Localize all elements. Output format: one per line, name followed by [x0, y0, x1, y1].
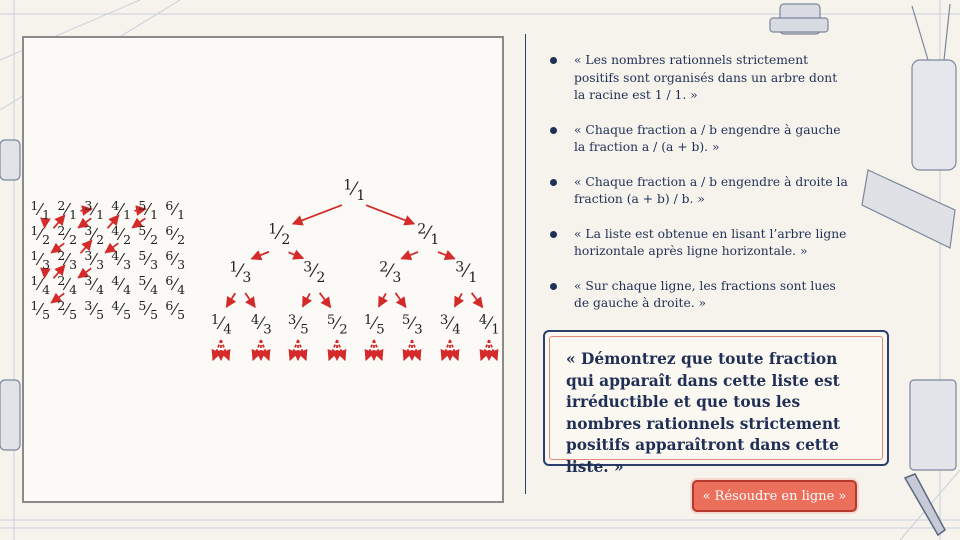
svg-text:1: 1	[356, 187, 366, 204]
svg-text:⁄: ⁄	[119, 274, 123, 294]
tree-continuation-arrow	[442, 340, 450, 360]
svg-text:⁄: ⁄	[487, 313, 491, 334]
bullet-dot	[550, 57, 557, 64]
svg-text:3: 3	[69, 257, 78, 273]
tree-edge	[245, 293, 255, 307]
tree-node-level3	[211, 313, 232, 338]
svg-text:3: 3	[392, 269, 402, 286]
svg-text:⁄: ⁄	[259, 313, 263, 334]
svg-text:4: 4	[111, 298, 120, 313]
svg-text:4: 4	[111, 273, 120, 288]
svg-text:⁄: ⁄	[38, 199, 42, 219]
svg-text:⁄: ⁄	[448, 313, 452, 334]
solve-online-button[interactable]: « Résoudre en ligne »	[692, 480, 857, 512]
tree-node-level3	[327, 313, 348, 338]
svg-text:5: 5	[138, 273, 147, 288]
tree-node-level3	[288, 313, 309, 338]
definition-list	[548, 52, 848, 330]
grid-fraction	[84, 298, 104, 322]
svg-text:⁄: ⁄	[146, 274, 150, 294]
grid-fraction	[111, 223, 131, 247]
svg-text:⁄: ⁄	[335, 313, 339, 334]
svg-text:⁄: ⁄	[173, 299, 177, 319]
bullet-dot	[550, 127, 557, 134]
tree-edge	[303, 293, 310, 306]
svg-text:⁄: ⁄	[146, 299, 150, 319]
svg-text:⁄: ⁄	[38, 299, 42, 319]
svg-text:3: 3	[84, 223, 93, 238]
svg-text:6: 6	[165, 248, 174, 263]
svg-text:1: 1	[30, 223, 39, 238]
left-cup-icon	[0, 140, 20, 450]
tree-node-level3	[479, 313, 500, 338]
tree-node-level2	[303, 260, 325, 286]
problem-statement-box	[543, 330, 889, 476]
svg-text:⁄: ⁄	[65, 199, 69, 219]
svg-text:5: 5	[123, 307, 132, 323]
tree-continuation-arrow	[298, 340, 306, 360]
grid-fraction	[138, 273, 158, 297]
grid-fraction	[165, 198, 185, 222]
svg-text:1: 1	[30, 273, 39, 288]
svg-text:1: 1	[268, 221, 278, 238]
pencil-cup-icon	[912, 4, 956, 170]
svg-text:2: 2	[123, 232, 132, 248]
svg-text:5: 5	[69, 307, 78, 323]
tree-continuation-arrow	[337, 340, 345, 360]
tree-continuation-arrow	[450, 340, 458, 360]
svg-text:4: 4	[177, 282, 186, 298]
tree-node-level3	[364, 313, 385, 338]
svg-text:4: 4	[452, 322, 461, 338]
svg-text:⁄: ⁄	[410, 313, 414, 334]
svg-text:⁄: ⁄	[65, 224, 69, 244]
tree-edge	[401, 252, 418, 259]
bullet-text: « Chaque fraction a / b engendre à gauche la fraction a / (a + b). »	[574, 122, 841, 154]
svg-text:4: 4	[111, 198, 120, 213]
grid-fraction	[138, 298, 158, 322]
tree-node-level2	[455, 260, 477, 286]
tree-continuation-arrow	[404, 340, 412, 360]
svg-text:⁄: ⁄	[173, 274, 177, 294]
svg-text:3: 3	[455, 259, 465, 276]
grid-fraction	[30, 273, 50, 297]
bullet-text: « Les nombres rationnels strictement positifs sont organisés dans un arbre dont la racine est 1 / 1. »	[574, 53, 838, 102]
bullet-dot	[550, 231, 557, 238]
svg-text:2: 2	[281, 231, 291, 248]
svg-text:5: 5	[300, 322, 309, 338]
svg-text:⁄: ⁄	[173, 249, 177, 269]
calkin-wilf-diagram	[24, 38, 502, 501]
svg-text:5: 5	[42, 307, 51, 323]
svg-text:2: 2	[96, 232, 105, 248]
svg-text:⁄: ⁄	[92, 299, 96, 319]
svg-text:⁄: ⁄	[277, 222, 281, 244]
svg-text:⁄: ⁄	[119, 199, 123, 219]
bullet-text: « Chaque fraction a / b engendre à droite la fraction (a + b) / b. »	[574, 174, 848, 206]
svg-text:⁄: ⁄	[173, 199, 177, 219]
tree-edge	[472, 293, 483, 308]
svg-text:2: 2	[177, 232, 186, 248]
svg-text:⁄: ⁄	[146, 199, 150, 219]
svg-text:6: 6	[165, 298, 174, 313]
svg-text:4: 4	[123, 282, 132, 298]
svg-text:4: 4	[69, 282, 78, 298]
svg-text:5: 5	[326, 312, 336, 328]
svg-text:1: 1	[491, 322, 500, 338]
svg-text:3: 3	[84, 273, 93, 288]
svg-text:1: 1	[30, 248, 39, 263]
svg-text:2: 2	[150, 232, 159, 248]
tree-continuation-arrow	[481, 340, 489, 360]
tree-node-level2	[229, 260, 251, 286]
svg-text:1: 1	[343, 177, 353, 194]
svg-text:5: 5	[138, 198, 147, 213]
svg-text:1: 1	[468, 269, 478, 286]
svg-text:6: 6	[165, 223, 174, 238]
svg-text:1: 1	[210, 312, 220, 328]
svg-text:2: 2	[417, 221, 427, 238]
grid-fraction	[111, 273, 131, 297]
grid-fraction	[165, 223, 185, 247]
svg-text:⁄: ⁄	[426, 222, 430, 244]
svg-text:1: 1	[177, 207, 186, 223]
svg-text:3: 3	[242, 269, 252, 286]
tree-node-level3	[251, 313, 272, 338]
grid-fraction	[165, 273, 185, 297]
svg-text:⁄: ⁄	[38, 249, 42, 269]
svg-text:1: 1	[69, 207, 78, 223]
svg-text:⁄: ⁄	[312, 260, 316, 282]
svg-text:2: 2	[57, 273, 66, 288]
svg-text:4: 4	[223, 322, 232, 338]
clip-icon	[770, 4, 828, 34]
svg-text:5: 5	[138, 248, 147, 263]
grid-fraction	[138, 223, 158, 247]
svg-text:⁄: ⁄	[65, 249, 69, 269]
svg-text:2: 2	[57, 223, 66, 238]
svg-text:⁄: ⁄	[92, 249, 96, 269]
svg-text:1: 1	[30, 198, 39, 213]
grid-fraction	[30, 248, 50, 272]
svg-text:6: 6	[165, 273, 174, 288]
grid-fraction	[30, 198, 50, 222]
svg-text:⁄: ⁄	[388, 260, 392, 282]
svg-text:⁄: ⁄	[38, 274, 42, 294]
bullet-dot	[550, 179, 557, 186]
problem-statement: « Démontrez que toute fraction qui apparaît dans cette liste est irréductible et que tous les nombres rationnels strictement positifs apparaîtront dans cette liste. »	[549, 336, 883, 460]
tree-continuation-arrow	[329, 340, 337, 360]
svg-text:1: 1	[430, 231, 440, 248]
svg-text:5: 5	[150, 307, 159, 323]
grid-fraction	[84, 198, 104, 222]
svg-text:5: 5	[401, 312, 411, 328]
svg-text:⁄: ⁄	[296, 313, 300, 334]
grid-fraction	[57, 298, 77, 322]
bullet-right-child	[548, 174, 848, 209]
illustration-frame	[22, 36, 504, 503]
tree-edge	[288, 252, 303, 258]
grid-fraction	[111, 198, 131, 222]
svg-text:2: 2	[57, 298, 66, 313]
svg-text:5: 5	[96, 307, 105, 323]
svg-text:⁄: ⁄	[352, 178, 356, 200]
svg-text:3: 3	[414, 322, 423, 338]
svg-text:⁄: ⁄	[38, 224, 42, 244]
svg-text:3: 3	[177, 257, 186, 273]
svg-text:2: 2	[57, 198, 66, 213]
tree-node-level1	[268, 222, 290, 248]
svg-text:5: 5	[138, 223, 147, 238]
vertical-divider	[525, 34, 526, 494]
svg-text:1: 1	[229, 259, 239, 276]
svg-text:4: 4	[42, 282, 51, 298]
bullet-reading-order	[548, 226, 848, 261]
tree-node-level3	[402, 313, 423, 338]
grid-fraction	[57, 273, 77, 297]
tree-edge	[379, 293, 386, 306]
grid-fraction	[30, 298, 50, 322]
svg-text:⁄: ⁄	[119, 224, 123, 244]
svg-text:5: 5	[376, 322, 385, 338]
svg-text:1: 1	[30, 298, 39, 313]
svg-text:⁄: ⁄	[372, 313, 376, 334]
grid-fraction	[84, 248, 104, 272]
tree-continuation-arrow	[290, 340, 298, 360]
book-icon	[910, 380, 956, 470]
tree-node-level1	[417, 222, 439, 248]
svg-text:4: 4	[111, 223, 120, 238]
svg-text:⁄: ⁄	[219, 313, 223, 334]
bullet-text: « Sur chaque ligne, les fractions sont lues de gauche à droite. »	[574, 278, 836, 310]
tree-continuation-arrow	[374, 340, 382, 360]
svg-text:2: 2	[339, 322, 348, 338]
grid-fraction	[111, 248, 131, 272]
tree-node-level3	[440, 313, 461, 338]
svg-text:3: 3	[84, 298, 93, 313]
tree-continuation-arrow	[253, 340, 261, 360]
tree-continuation-arrow	[221, 340, 229, 360]
svg-text:⁄: ⁄	[119, 299, 123, 319]
svg-text:⁄: ⁄	[65, 299, 69, 319]
tree-continuation-arrow	[412, 340, 420, 360]
svg-text:5: 5	[177, 307, 186, 323]
grid-fraction	[165, 298, 185, 322]
svg-text:3: 3	[439, 312, 449, 328]
eraser-icon	[862, 170, 955, 248]
svg-text:⁄: ⁄	[119, 249, 123, 269]
grid-fraction	[57, 198, 77, 222]
svg-text:3: 3	[263, 322, 272, 338]
tree-root	[343, 178, 365, 204]
grid-fraction	[138, 248, 158, 272]
svg-text:6: 6	[165, 198, 174, 213]
svg-text:3: 3	[42, 257, 51, 273]
grid-fraction	[30, 223, 50, 247]
bullet-dot	[550, 283, 557, 290]
svg-text:2: 2	[57, 248, 66, 263]
svg-text:3: 3	[287, 312, 297, 328]
grid-fraction	[84, 223, 104, 247]
grid-fraction	[57, 248, 77, 272]
tree-edge	[293, 205, 342, 224]
bullet-left-child	[548, 122, 848, 157]
svg-text:1: 1	[150, 207, 159, 223]
svg-text:4: 4	[111, 248, 120, 263]
svg-text:⁄: ⁄	[238, 260, 242, 282]
svg-text:⁄: ⁄	[146, 224, 150, 244]
svg-text:⁄: ⁄	[173, 224, 177, 244]
tree-edge	[395, 293, 405, 307]
svg-text:3: 3	[303, 259, 313, 276]
grid-fraction	[57, 223, 77, 247]
svg-text:2: 2	[42, 232, 51, 248]
svg-text:⁄: ⁄	[464, 260, 468, 282]
tree-edge	[455, 293, 462, 306]
svg-text:1: 1	[363, 312, 373, 328]
tree-node-level2	[379, 260, 401, 286]
svg-text:⁄: ⁄	[65, 274, 69, 294]
svg-text:2: 2	[379, 259, 389, 276]
svg-text:5: 5	[138, 298, 147, 313]
bullet-text: « La liste est obtenue en lisant l’arbre ligne horizontale après ligne horizontale. »	[574, 226, 847, 258]
tree-edge	[366, 205, 414, 224]
tree-edge	[438, 252, 455, 259]
tree-edge	[251, 252, 269, 259]
tree-continuation-arrow	[489, 340, 497, 360]
grid-fraction	[138, 198, 158, 222]
svg-text:2: 2	[69, 232, 78, 248]
grid-fraction	[111, 298, 131, 322]
svg-text:⁄: ⁄	[146, 249, 150, 269]
svg-text:4: 4	[96, 282, 105, 298]
svg-text:2: 2	[316, 269, 326, 286]
tree-edge	[226, 293, 235, 307]
svg-text:3: 3	[96, 257, 105, 273]
svg-text:⁄: ⁄	[92, 224, 96, 244]
svg-text:3: 3	[123, 257, 132, 273]
grid-fraction	[84, 273, 104, 297]
svg-text:⁄: ⁄	[92, 274, 96, 294]
svg-text:1: 1	[42, 207, 51, 223]
svg-text:3: 3	[84, 198, 93, 213]
bullet-left-to-right	[548, 278, 848, 313]
svg-text:1: 1	[96, 207, 105, 223]
bullet-root	[548, 52, 848, 105]
tree-edge	[320, 293, 331, 308]
svg-text:4: 4	[478, 312, 488, 328]
tree-continuation-arrow	[366, 340, 374, 360]
svg-text:4: 4	[250, 312, 260, 328]
svg-text:3: 3	[84, 248, 93, 263]
svg-text:⁄: ⁄	[92, 199, 96, 219]
pen-icon	[905, 474, 945, 535]
tree-continuation-arrow	[261, 340, 269, 360]
tree-continuation-arrow	[213, 340, 221, 360]
svg-text:3: 3	[150, 257, 159, 273]
svg-text:4: 4	[150, 282, 159, 298]
grid-fraction	[165, 248, 185, 272]
svg-text:1: 1	[123, 207, 132, 223]
